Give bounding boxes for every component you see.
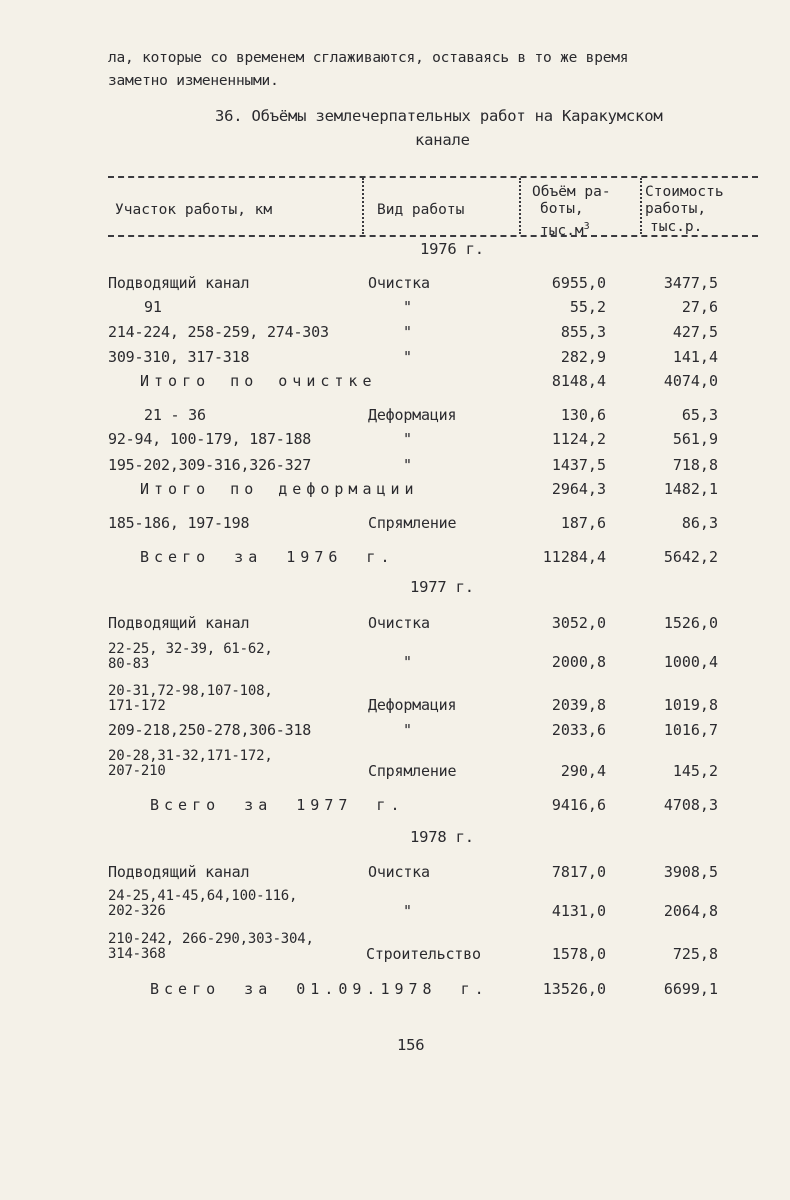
table-row-section-line-2: 171-172 [108, 698, 166, 714]
table-row-type: Спрямление [368, 514, 457, 532]
table-title-line-1: 36. Объёмы землечерпательных работ на Каракумском [215, 107, 663, 125]
year-heading-1977: 1977 г. [410, 578, 474, 596]
header-bottom-rule [108, 235, 758, 237]
table-row-type: " [403, 721, 412, 739]
table-row-section: Подводящий канал [108, 614, 250, 632]
table-row-cost: 3908,5 [663, 863, 718, 881]
year-total-cost: 6699,1 [663, 980, 718, 998]
table-row-cost: 718,8 [672, 456, 718, 474]
header-volume-line-3: $тыс.м^3$ [540, 221, 590, 239]
table-row-volume: 7817,0 [551, 863, 606, 881]
subtotal-volume: 2964,3 [551, 480, 606, 498]
page-number: 156 [397, 1036, 425, 1054]
year-total-cost: 5642,2 [663, 548, 718, 566]
table-row-section-line-2: 314-368 [108, 946, 166, 962]
table-row-type: Деформация [368, 406, 457, 424]
header-cost-line-3: тыс.р. [650, 219, 703, 235]
table-row-volume: 1578,0 [551, 945, 606, 963]
table-row-cost: 1526,0 [663, 614, 718, 632]
intro-text-line-2: заметно измененными. [108, 73, 279, 89]
table-row-section-line-1: 24-25,41-45,64,100-116, [108, 888, 298, 904]
volume-unit-superscript: 3 [583, 221, 590, 232]
table-row-section: 91 [144, 298, 162, 316]
table-row-type: " [403, 902, 412, 920]
table-row-type: " [403, 348, 412, 366]
table-row-section-line-1: 210-242, 266-290,303-304, [108, 931, 314, 947]
year-total-volume: 13526,0 [542, 980, 606, 998]
table-row-cost: 1016,7 [663, 721, 718, 739]
column-separator [362, 178, 364, 234]
table-row-volume: 6955,0 [551, 274, 606, 292]
subtotal-label: Итого по очистке [140, 372, 377, 390]
table-row-type: " [403, 456, 412, 474]
table-row-cost: 725,8 [672, 945, 718, 963]
table-row-cost: 561,9 [672, 430, 718, 448]
table-row-section: 209-218,250-278,306-318 [108, 721, 312, 739]
year-total-volume: 9416,6 [551, 796, 606, 814]
header-top-rule [108, 176, 758, 178]
table-row-section-line-2: 202-326 [108, 903, 166, 919]
table-row-section-line-1: 22-25, 32-39, 61-62, [108, 641, 273, 657]
year-total-volume: 11284,4 [542, 548, 606, 566]
table-row-section-line-2: 80-83 [108, 656, 150, 672]
table-row-section: Подводящий канал [108, 274, 250, 292]
table-row-section: 214-224, 258-259, 274-303 [108, 323, 329, 341]
table-row-type: " [403, 298, 412, 316]
year-total-cost: 4708,3 [663, 796, 718, 814]
table-row-volume: 130,6 [560, 406, 606, 424]
table-row-volume: 290,4 [560, 762, 606, 780]
header-volume-line-2: боты, [540, 201, 584, 217]
table-row-type: Деформация [368, 696, 457, 714]
subtotal-volume: 8148,4 [551, 372, 606, 390]
table-row-section-line-2: 207-210 [108, 763, 166, 779]
table-row-cost: 1000,4 [663, 653, 718, 671]
table-row-cost: 141,4 [672, 348, 718, 366]
table-row-cost: 427,5 [672, 323, 718, 341]
table-row-section-line-1: 20-28,31-32,171-172, [108, 748, 273, 764]
table-row-volume: 2039,8 [551, 696, 606, 714]
table-row-section: 185-186, 197-198 [108, 514, 250, 532]
table-row-volume: 2033,6 [551, 721, 606, 739]
column-separator [519, 178, 521, 234]
table-row-volume: 282,9 [560, 348, 606, 366]
table-row-type: Строительство [366, 945, 481, 963]
subtotal-cost: 4074,0 [663, 372, 718, 390]
table-row-cost: 27,6 [681, 298, 718, 316]
table-row-section: 92-94, 100-179, 187-188 [108, 430, 312, 448]
header-volume-line-1: Объём ра- [532, 184, 611, 200]
subtotal-cost: 1482,1 [663, 480, 718, 498]
intro-text-line-1: ла, которые со временем сглаживаются, оставаясь в то же время [108, 50, 629, 66]
table-row-type: Очистка [368, 863, 430, 881]
table-row-volume: 187,6 [560, 514, 606, 532]
table-row-type: " [403, 323, 412, 341]
table-row-cost: 1019,8 [663, 696, 718, 714]
table-row-volume: 3052,0 [551, 614, 606, 632]
table-row-volume: 855,3 [560, 323, 606, 341]
table-row-section: 21 - 36 [144, 406, 206, 424]
table-row-cost: 2064,8 [663, 902, 718, 920]
table-row-section-line-1: 20-31,72-98,107-108, [108, 683, 273, 699]
year-total-label: Всего за 01.09.1978 г. [150, 980, 489, 998]
table-row-type: " [403, 430, 412, 448]
table-row-cost: 65,3 [681, 406, 718, 424]
table-row-volume: 2000,8 [551, 653, 606, 671]
subtotal-label: Итого по деформации [140, 480, 419, 498]
table-row-type: Спрямление [368, 762, 457, 780]
table-row-section: 309-310, 317-318 [108, 348, 250, 366]
table-row-volume: 4131,0 [551, 902, 606, 920]
table-row-volume: 1124,2 [551, 430, 606, 448]
year-total-label: Всего за 1976 г. [140, 548, 395, 566]
year-total-label: Всего за 1977 г. [150, 796, 405, 814]
table-row-section: 195-202,309-316,326-327 [108, 456, 312, 474]
header-work-type: Вид работы [377, 202, 465, 218]
header-cost-line-2: работы, [645, 201, 707, 217]
header-cost-line-1: Стоимость [645, 184, 724, 200]
year-heading-1978: 1978 г. [410, 828, 474, 846]
header-section: Участок работы, км [115, 202, 273, 218]
table-row-type: Очистка [368, 274, 430, 292]
table-row-cost: 86,3 [681, 514, 718, 532]
table-row-type: " [403, 653, 412, 671]
table-row-volume: 55,2 [569, 298, 606, 316]
table-row-cost: 3477,5 [663, 274, 718, 292]
year-heading-1976: 1976 г. [420, 240, 484, 258]
column-separator [640, 178, 642, 234]
table-row-cost: 145,2 [672, 762, 718, 780]
table-row-volume: 1437,5 [551, 456, 606, 474]
table-row-type: Очистка [368, 614, 430, 632]
table-title-line-2: канале [415, 131, 470, 149]
table-row-section: Подводящий канал [108, 863, 250, 881]
